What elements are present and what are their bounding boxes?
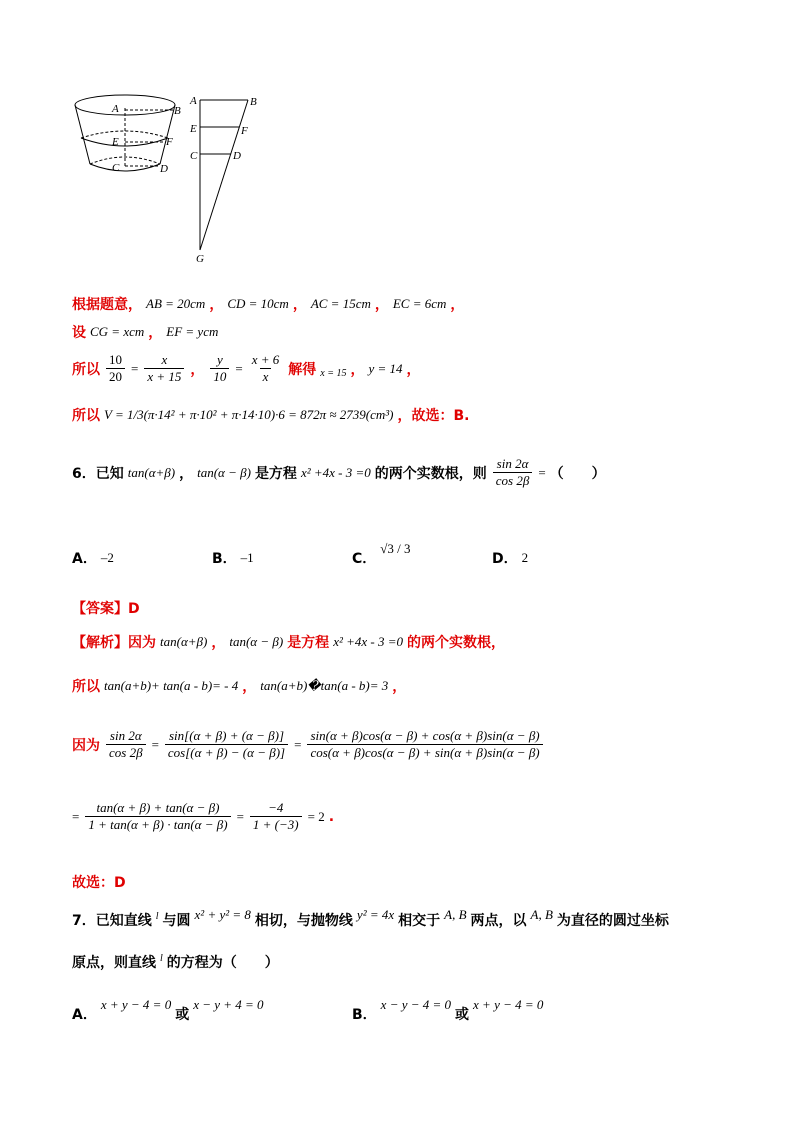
q7-l: l (155, 910, 159, 922)
q5-frac2: $\frac{x}{x + 15}$ (144, 352, 184, 385)
q6-t1: tan(α+β) (127, 464, 176, 480)
q6-res-frac-b: $\frac{-4}{1 + (-3)}$ (250, 800, 302, 833)
q6-mid: 是方程 (254, 465, 297, 482)
q7-intersect-text: 相交于 (398, 913, 441, 929)
q6-analysis-eq: x² +4x - 3 =0 (333, 634, 403, 649)
q7-circle-eq: x² + y² = 8 (194, 907, 251, 922)
q5-line4-prefix: 所以 (72, 408, 100, 424)
q6-option-c[interactable] (352, 530, 411, 568)
q5-ef: EF = ycm (166, 324, 219, 339)
q5-frac1: $\frac{10}{20}$ (106, 352, 125, 385)
fig-right-label-a: A (190, 95, 197, 107)
fig-right-label-d: D (233, 150, 241, 162)
q7-option-a[interactable] (72, 986, 264, 1024)
q6-so-line: 所以 tan(a+b)+ tan(a - b)= - 4 ， tan(a+b)�tan(a - b)= 3 ， (72, 678, 407, 695)
q7-question-text: 的方程为（ ） (166, 955, 279, 971)
q7-option-b-eq2: x + y − 4 = 0 (473, 997, 544, 1012)
q6-option-b-value: –1 (240, 550, 254, 565)
q6-sep: ， (179, 465, 194, 482)
q6-analysis-mid: 是方程 (287, 635, 330, 651)
q7-diameter-text: 为直径的圆过坐标 (556, 913, 669, 929)
q7-option-b-label: B． (352, 1007, 377, 1023)
q7-stem-line1 (72, 907, 669, 930)
q6-target-frac: $\frac{\sin 2\alpha}{\cos 2\beta}$ (493, 456, 533, 489)
q6-option-d[interactable] (492, 548, 528, 568)
q5-line1-prefix: 根据题意， (72, 297, 142, 313)
q5-ac: AC = 15cm (310, 296, 371, 311)
q6-analysis-end: 的两个实数根， (407, 635, 505, 651)
q5-solve-label: 解得 (288, 361, 317, 378)
q7-option-b[interactable] (352, 986, 543, 1024)
q5-volume-eq: V = 1/3(π·14² + π·10² + π·14·10)·6 = 872π ≈ 2739(cm³) (104, 407, 394, 422)
q5-cg: CG = xcm (90, 324, 145, 339)
q6-res-value: = 2 (307, 808, 325, 824)
fig-right-label-f: F (241, 125, 248, 137)
q6-option-c-value: √3 / 3 (380, 541, 411, 556)
q6-result-line: = $\frac{\tan(\alpha + \beta) + \tan(\alpha - \beta)}{1 + \tan(\alpha + \beta) \cdot \tan(\alpha - \beta)}$ = $\frac{-4}{1 + (-3)}$ = 2 . (72, 800, 335, 832)
q5-choose: ，故选：B. (397, 408, 470, 424)
q6-number: 6．已知 (72, 465, 124, 482)
q7-two-points: 两点，以 (470, 913, 527, 929)
q5-sol-y: y = 14 (368, 360, 403, 376)
q7-points-2: A, B (530, 907, 553, 922)
q6-option-b-label: B． (212, 551, 237, 567)
triangle-figure (188, 92, 268, 267)
q7-tangent-text: 相切，与抛物线 (254, 913, 353, 929)
q6-so-eq2: tan(a+b)�tan(a - b)= 3 (260, 678, 389, 693)
q6-id-mid: $\frac{\sin[(\alpha + \beta) + (\alpha - \beta)]}{\cos[(\alpha + \beta) - (\alpha - \beta)]}$ (165, 728, 288, 761)
q5-line3-prefix: 所以 (72, 361, 100, 378)
q6-so-eq1: tan(a+b)+ tan(a - b)= - 4 (104, 678, 239, 693)
q5-ec: EC = 6cm (392, 296, 447, 311)
q6-option-a[interactable] (72, 548, 114, 568)
fig-left-label-f: F (166, 136, 173, 148)
q5-frac3: $\frac{y}{10}$ (210, 352, 229, 385)
q5-line2-prefix: 设 (72, 325, 86, 341)
q6-option-b[interactable] (212, 548, 254, 568)
q5-frac4: $\frac{x + 6}{x}$ (251, 352, 280, 384)
q6-analysis-label: 【解析】因为 (72, 635, 156, 651)
fig-right-label-c: C (190, 150, 198, 162)
q6-stem: 6．已知 tan(α+β) ， tan(α − β) 是方程 x² +4x - 3 =0 的两个实数根，则 $\frac{\sin 2\alpha}{\cos 2\beta}$ = （ ） (72, 456, 606, 488)
fig-left-label-b: B (174, 105, 181, 117)
fig-left-label-d: D (160, 163, 168, 175)
fig-left-label-a: A (112, 103, 119, 115)
q6-analysis-t2: tan(α − β) (229, 634, 284, 649)
q6-id-lhs: $\frac{\sin 2\alpha}{\cos 2\beta}$ (106, 728, 146, 761)
q6-so-label: 所以 (72, 679, 100, 695)
fig-right-label-g: G (196, 253, 204, 265)
fig-left-label-c: C (112, 162, 120, 174)
q6-res-frac-a: $\frac{\tan(\alpha + \beta) + \tan(\alpha - \beta)}{1 + \tan(\alpha + \beta) \cdot \tan(\alpha - \beta)}$ (85, 800, 230, 833)
q6-t2: tan(α − β) (197, 464, 251, 480)
q6-paren: （ ） (549, 465, 606, 482)
q6-analysis-line: 【解析】因为 tan(α+β) ， tan(α − β) 是方程 x² +4x - 3 =0 的两个实数根， (72, 634, 505, 651)
q7-option-a-eq1: x + y − 4 = 0 (100, 997, 172, 1012)
fig-right-label-b: B (250, 96, 257, 108)
q6-option-c-label: C． (352, 551, 377, 567)
q5-ab: AB = 20cm (146, 296, 206, 311)
q7-option-b-or: 或 (455, 1007, 470, 1023)
q5-cd: CD = 10cm (227, 296, 289, 311)
q7-origin-text: 原点，则直线 (72, 955, 156, 971)
q6-id-rhs: $\frac{\sin(\alpha + \beta)\cos(\alpha - \beta) + \cos(\alpha + \beta)\sin(\alpha - \beta)}{\cos(\alpha + \beta)\cos(\alpha - \beta) + \sin(\alpha + \beta)\sin(\alpha - \beta)}$ (307, 728, 542, 761)
q7-option-b-eq1: x − y − 4 = 0 (380, 997, 452, 1012)
q6-identity-line: 因为 $\frac{\sin 2\alpha}{\cos 2\beta}$ = $\frac{\sin[(\alpha + \beta) + (\alpha - \beta)]}{\cos[(\alpha + \beta) - (\alpha - \beta)]}$ = $\frac{\sin(\alpha + \beta)\cos(\alpha - \beta) + \cos(\alpha + \beta)\sin(\alpha - \beta)}{\cos(\alpha + \beta)\cos(\alpha - \beta) + \sin(\alpha + \beta)\sin(\alpha - \beta)}$ (72, 728, 545, 761)
q5-line4 (72, 405, 470, 425)
q6-eq: x² +4x - 3 =0 (300, 464, 371, 480)
q6-answer: 【答案】D (72, 601, 140, 617)
q7-parabola-eq: y² = 4x (356, 907, 395, 922)
q7-option-a-or: 或 (175, 1007, 190, 1023)
q5-line1: 根据题意， AB = 20cm ， CD = 10cm ， AC = 15cm ， EC = 6cm ， (72, 296, 465, 313)
q6-end: 的两个实数根，则 (374, 465, 487, 482)
fig-right-label-e: E (190, 123, 197, 135)
q6-option-d-label: D． (492, 551, 518, 567)
q7-option-a-label: A． (72, 1007, 97, 1023)
q6-option-d-value: 2 (521, 550, 529, 565)
q7-number: 7．已知直线 (72, 913, 152, 929)
q6-option-a-value: –2 (100, 550, 114, 565)
q7-stem-line2 (72, 952, 279, 972)
q6-because-label: 因为 (72, 737, 100, 754)
q5-sol-x: x = 15 (320, 368, 347, 379)
fig-left-label-e: E (112, 136, 119, 148)
q7-l-2: l (160, 952, 163, 964)
q6-choose: 故选：D (72, 875, 126, 891)
q7-points: A, B (444, 907, 467, 922)
q7-option-a-eq2: x − y + 4 = 0 (193, 997, 264, 1012)
q6-option-a-label: A． (72, 551, 97, 567)
q5-line3: 所以 $\frac{10}{20}$ = $\frac{x}{x + 15}$ ， $\frac{y}{10}$ = $\frac{x + 6}{x}$ 解得 x = 15 ， y = 14 ， (72, 352, 421, 384)
frustum-figure (70, 92, 190, 182)
q7-circle-label: 与圆 (162, 913, 191, 929)
q6-analysis-t1: tan(α+β) (160, 634, 208, 649)
q5-line2: 设 CG = xcm ， EF = ycm (72, 324, 219, 341)
